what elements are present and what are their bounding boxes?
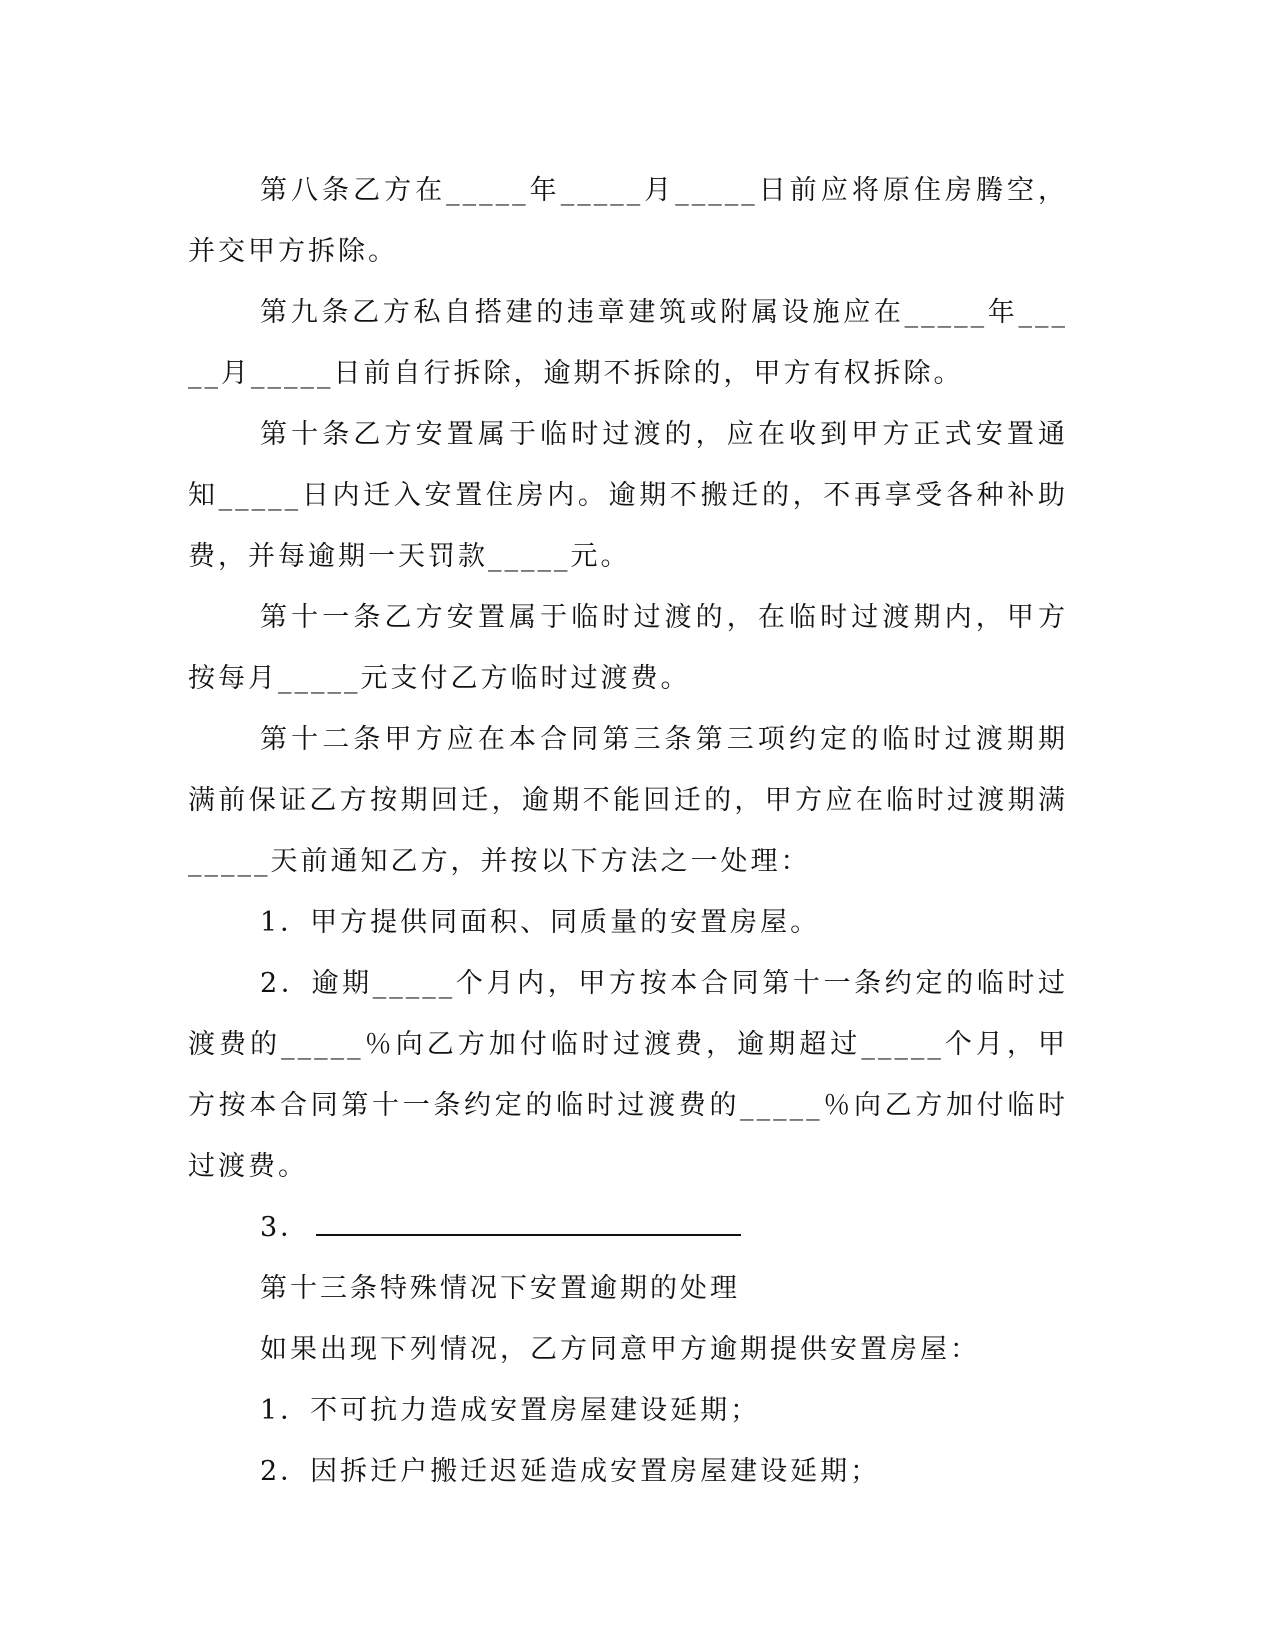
document-body — [188, 160, 1068, 1502]
fill-in-blank-line — [316, 1212, 741, 1236]
item-3-number: 3． — [260, 1212, 311, 1243]
clause-12-item-1: 1．甲方提供同面积、同质量的安置房屋。 — [260, 907, 821, 938]
clause-11: 第十一条乙方安置属于临时过渡的，在临时过渡期内，甲方按每月_____元支付乙方临时过渡费。 — [188, 602, 1068, 694]
clause-13-item-1: 1．不可抗力造成安置房屋建设延期； — [260, 1395, 761, 1426]
clause-13-intro: 如果出现下列情况，乙方同意甲方逾期提供安置房屋： — [260, 1334, 980, 1365]
clause-10: 第十条乙方安置属于临时过渡的，应在收到甲方正式安置通知_____日内迁入安置住房内。逾期不搬迁的，不再享受各种补助费，并每逾期一天罚款_____元。 — [188, 419, 1068, 572]
clause-12: 第十二条甲方应在本合同第三条第三项约定的临时过渡期期满前保证乙方按期回迁，逾期不能回迁的，甲方应在临时过渡期满_____天前通知乙方，并按以下方法之一处理： — [188, 724, 1068, 877]
clause-13-title: 第十三条特殊情况下安置逾期的处理 — [260, 1273, 740, 1304]
clause-12-item-3 — [188, 1197, 1068, 1258]
clause-8: 第八条乙方在_____年_____月_____日前应将原住房腾空，并交甲方拆除。 — [188, 175, 1068, 267]
clause-13-item-2: 2．因拆迁户搬迁迟延造成安置房屋建设延期； — [260, 1456, 881, 1487]
clause-12-item-2: 2．逾期_____个月内，甲方按本合同第十一条约定的临时过渡费的_____％向乙方加付临时过渡费，逾期超过_____个月，甲方按本合同第十一条约定的临时过渡费的_____％向乙方加付临时过渡费。 — [188, 968, 1068, 1182]
clause-9: 第九条乙方私自搭建的违章建筑或附属设施应在_____年_____月_____日前自行拆除，逾期不拆除的，甲方有权拆除。 — [188, 297, 1068, 389]
